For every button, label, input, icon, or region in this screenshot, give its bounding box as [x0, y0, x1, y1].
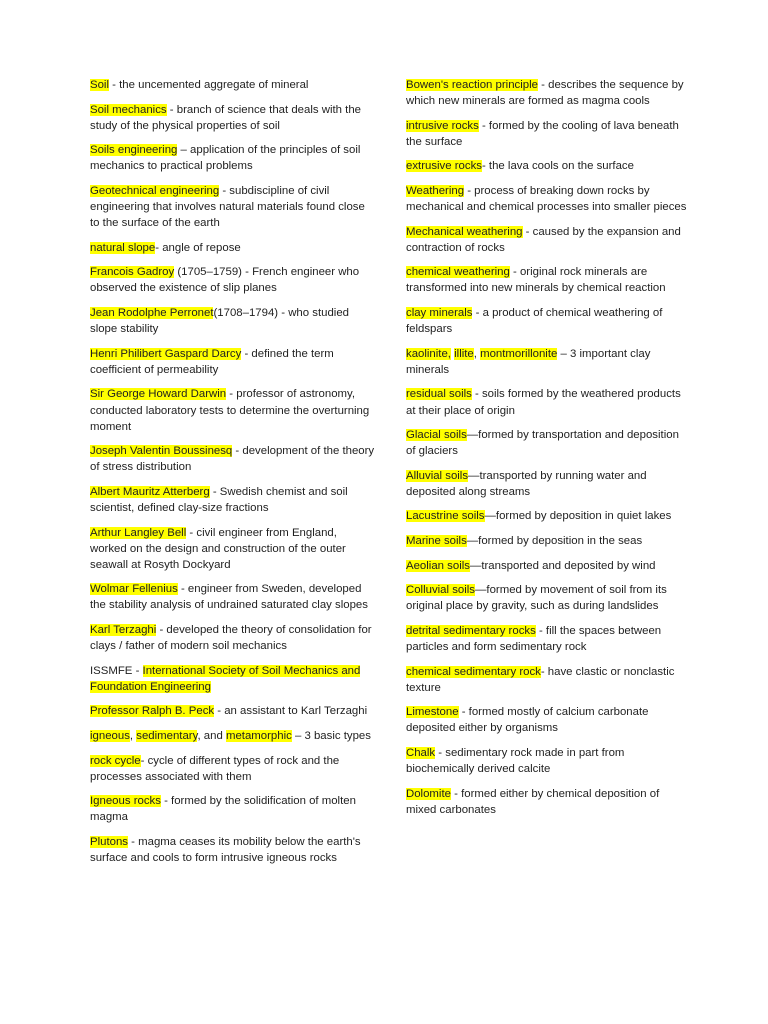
highlighted-term: chemical weathering — [406, 266, 510, 279]
glossary-entry — [406, 427, 691, 459]
definition-text: - fill the spaces between particles and form sedimentary rock — [406, 624, 662, 654]
highlighted-term: illite — [454, 347, 474, 360]
highlighted-term: Jean Rodolphe Perronet — [90, 307, 214, 320]
definition-text: - subdiscipline of civil engineering that involves natural materials found close to the surface of the earth — [90, 184, 365, 230]
highlighted-term: extrusive rocks — [406, 160, 482, 173]
glossary-entry — [90, 77, 375, 93]
definition-text: - formed either by chemical deposition of mixed carbonates — [406, 787, 660, 816]
definition-text: , — [473, 347, 481, 360]
glossary-entry — [90, 142, 375, 174]
glossary-entry — [90, 525, 375, 573]
definition-text: - cycle of different types of rock and the processes associated with them — [90, 754, 340, 783]
glossary-entry — [406, 264, 691, 296]
definition-text: , — [129, 730, 137, 742]
glossary-entry — [90, 834, 375, 866]
definition-text: - defined the term coefficient of permeability — [90, 347, 334, 376]
highlighted-term: Karl Terzaghi — [90, 624, 157, 637]
glossary-entry — [90, 346, 375, 378]
glossary-entry — [90, 305, 375, 337]
glossary-entry — [90, 663, 375, 695]
glossary-entry — [90, 753, 375, 785]
definition-text: —formed by transportation and deposition of glaciers — [406, 429, 679, 458]
highlighted-term: Soil — [90, 79, 109, 91]
highlighted-term: Francois Gadroy — [90, 266, 175, 279]
glossary-entry — [90, 581, 375, 613]
highlighted-term: Geotechnical engineering — [90, 184, 220, 197]
definition-text: , and — [197, 730, 226, 742]
glossary-entry — [90, 728, 375, 744]
glossary-entry — [406, 704, 691, 736]
definition-text: - describes the sequence by which new minerals are formed as magma cools — [406, 79, 684, 108]
highlighted-term: Marine soils — [406, 535, 467, 548]
highlighted-term: detrital sedimentary rocks — [406, 624, 536, 637]
definition-text: - the uncemented aggregate of mineral — [109, 79, 309, 91]
highlighted-term: sedimentary — [136, 730, 198, 742]
definition-text: – 3 basic types — [291, 730, 371, 742]
highlighted-term: Weathering — [406, 184, 465, 197]
definition-text: —formed by movement of soil from its original place by gravity, such as during landslides — [406, 584, 667, 613]
highlighted-term: Mechanical weathering — [406, 225, 523, 238]
highlighted-term: Lacustrine soils — [406, 510, 485, 523]
glossary-entry — [406, 582, 691, 614]
glossary-entry — [406, 224, 691, 256]
highlighted-term: Albert Mauritz Atterberg — [90, 485, 210, 498]
glossary-entry — [406, 558, 691, 574]
highlighted-term: Joseph Valentin Boussinesq — [90, 445, 233, 458]
glossary-entry — [406, 77, 691, 109]
glossary-entry — [406, 786, 691, 818]
glossary-entry — [90, 264, 375, 296]
glossary-entry — [90, 102, 375, 134]
highlighted-term: International Society of Soil Mechanics and Foundation Engineering — [90, 664, 361, 693]
definition-text: - caused by the expansion and contraction of rocks — [406, 225, 681, 254]
glossary-entry — [406, 664, 691, 696]
definition-text: - process of breaking down rocks by mechanical and chemical processes into smaller pieces — [406, 184, 687, 214]
highlighted-term: Igneous rocks — [90, 795, 161, 808]
definition-text: —transported and deposited by wind — [469, 559, 656, 572]
glossary-entry — [406, 623, 691, 655]
highlighted-term: Wolmar Fellenius — [90, 583, 178, 596]
glossary-entry — [406, 118, 691, 150]
highlighted-term: chemical sedimentary rock — [406, 665, 541, 678]
highlighted-term: kaolinite, — [406, 347, 451, 360]
definition-text: - angle of repose — [155, 241, 241, 254]
highlighted-term: Soils engineering — [90, 144, 178, 157]
definition-text: - branch of science that deals with the study of the physical properties of soil — [90, 103, 361, 132]
highlighted-term: Soil mechanics — [90, 103, 167, 116]
highlighted-term: Henri Philibert Gaspard Darcy — [90, 347, 242, 360]
definition-text: - original rock minerals are transformed into new minerals by chemical reaction — [406, 266, 666, 295]
highlighted-term: Chalk — [406, 747, 436, 759]
highlighted-term: Alluvial soils — [406, 469, 469, 482]
highlighted-term: Aeolian soils — [406, 559, 470, 572]
glossary-entry — [90, 703, 375, 719]
definition-text: - formed by the solidification of molten magma — [90, 795, 356, 824]
glossary-entry — [406, 745, 691, 777]
definition-text: —formed by deposition in the seas — [466, 535, 643, 548]
highlighted-term: Arthur Langley Bell — [90, 526, 187, 539]
definition-text: - formed by the cooling of lava beneath the surface — [406, 119, 679, 148]
highlighted-term: Colluvial soils — [406, 584, 476, 597]
highlighted-term: montmorillonite — [480, 347, 558, 360]
left-column — [90, 77, 375, 875]
definition-text: - have clastic or nonclastic texture — [406, 665, 675, 694]
glossary-entry — [90, 622, 375, 654]
definition-text: - soils formed by the weathered products at their place of origin — [406, 388, 681, 417]
glossary-entry — [406, 305, 691, 337]
highlighted-term: Dolomite — [406, 787, 451, 800]
definition-text: - sedimentary rock made in part from biochemically derived calcite — [406, 747, 625, 776]
glossary-entry — [90, 443, 375, 475]
glossary-entry — [406, 158, 691, 174]
highlighted-term: Plutons — [90, 835, 128, 848]
glossary-entry — [406, 468, 691, 500]
definition-text: - formed mostly of calcium carbonate deposited either by organisms — [406, 706, 649, 735]
definition-text: - the lava cools on the surface — [481, 160, 634, 173]
highlighted-term: igneous — [90, 730, 130, 742]
highlighted-term: intrusive rocks — [406, 119, 479, 132]
definition-text: —formed by deposition in quiet lakes — [484, 510, 672, 523]
definition-text: - developed the theory of consolidation for clays / father of modern soil mechanics — [90, 624, 372, 653]
definition-text: - engineer from Sweden, developed the stability analysis of undrained saturated clay slopes — [90, 583, 368, 612]
definition-text: – application of the principles of soil mechanics to practical problems — [90, 144, 361, 173]
glossary-entry — [406, 386, 691, 418]
glossary-entry — [90, 484, 375, 516]
definition-text: - civil engineer from England, worked on the design and construction of the outer seawall at Rosyth Dockyard — [90, 526, 346, 571]
highlighted-term: Glacial soils — [406, 429, 467, 442]
definition-text: - development of the theory of stress distribution — [90, 445, 375, 474]
definition-text: - magma ceases its mobility below the earth's surface and cools to form intrusive igneous rocks — [90, 835, 361, 865]
glossary-entry — [406, 183, 691, 215]
glossary-entry — [406, 533, 691, 549]
definition-text: – 3 important clay minerals — [406, 347, 651, 376]
highlighted-term: Professor Ralph B. Peck — [90, 705, 215, 718]
highlighted-term: residual soils — [406, 388, 472, 401]
glossary-entry — [90, 793, 375, 825]
highlighted-term: natural slope — [90, 241, 156, 254]
highlighted-term: Bowen's reaction principle — [406, 79, 538, 91]
definition-text: (1708–1794) - who studied slope stability — [90, 307, 349, 336]
definition-text: - an assistant to Karl Terzaghi — [214, 705, 368, 718]
definition-text: (1705–1759) - French engineer who observed the existence of slip planes — [90, 266, 360, 295]
highlighted-term: Limestone — [406, 706, 459, 719]
glossary-entry — [90, 386, 375, 434]
definition-text: - professor of astronomy, conducted laboratory tests to determine the overturning moment — [90, 388, 370, 433]
glossary-entry — [90, 183, 375, 231]
highlighted-term: Sir George Howard Darwin — [90, 388, 227, 401]
glossary-entry — [406, 346, 691, 378]
right-column — [406, 77, 691, 826]
definition-text: - a product of chemical weathering of feldspars — [406, 307, 663, 336]
highlighted-term: rock cycle — [90, 754, 141, 767]
highlighted-term: clay minerals — [406, 307, 473, 320]
glossary-entry — [90, 240, 375, 256]
definition-text: ISSMFE - — [90, 664, 143, 677]
highlighted-term: metamorphic — [225, 730, 292, 742]
glossary-entry — [406, 508, 691, 524]
definition-text: - Swedish chemist and soil scientist, defined clay-size fractions — [90, 485, 348, 514]
definition-text: —transported by running water and deposited along streams — [406, 469, 647, 498]
